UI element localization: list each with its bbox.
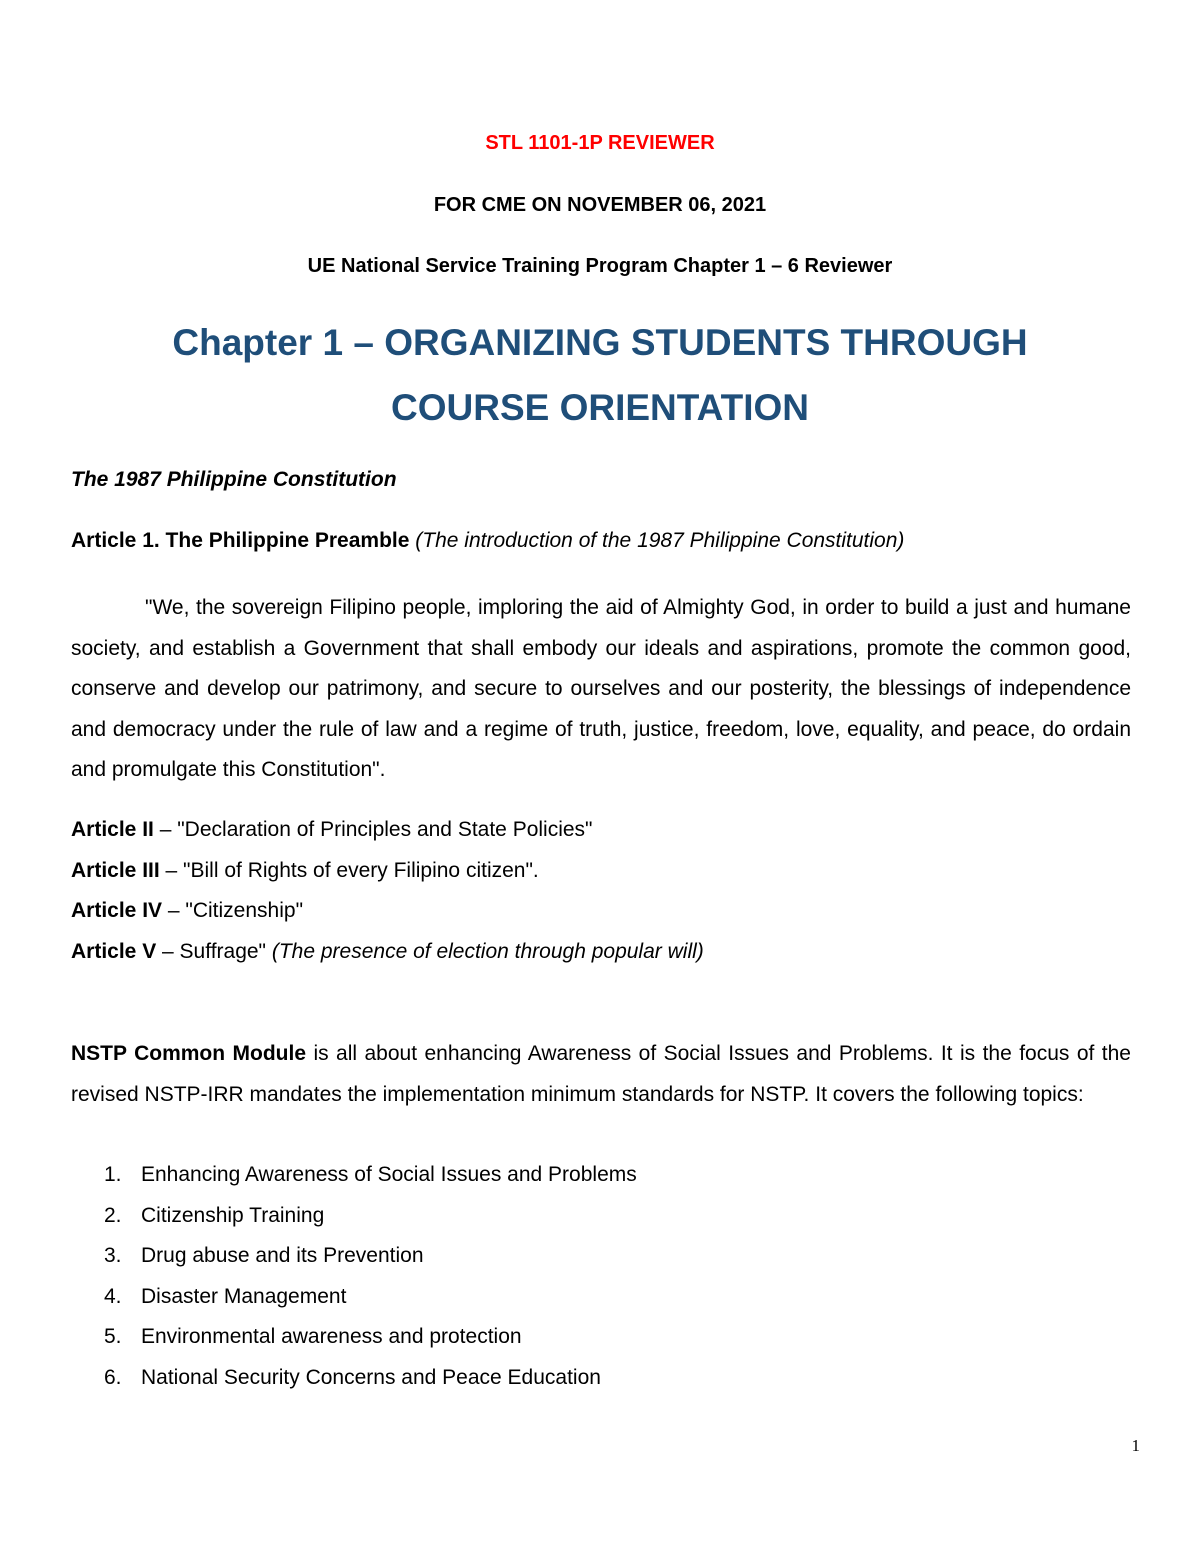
list-item-number: 1. xyxy=(104,1163,122,1186)
program-title: UE National Service Training Program Chapter 1 – 6 Reviewer xyxy=(307,255,893,277)
list-item xyxy=(104,1277,637,1318)
list-item xyxy=(104,1317,637,1358)
article-label: Article V xyxy=(71,939,157,963)
document-title: STL 1101-1P REVIEWER xyxy=(485,132,715,154)
article-item xyxy=(71,891,1131,932)
article-item xyxy=(71,810,1131,851)
article-item xyxy=(71,932,1131,973)
list-item-text: Drug abuse and its Prevention xyxy=(141,1244,424,1267)
article-label: Article IV xyxy=(71,899,163,922)
page-number: 1 xyxy=(1131,1436,1140,1455)
list-item xyxy=(104,1196,637,1237)
list-item-number: 2. xyxy=(104,1203,122,1227)
list-item-text: Disaster Management xyxy=(141,1284,347,1308)
nstp-text: is all about enhancing Awareness of Social Issues and Problems. It is the focus of the revised NSTP-IRR mandates the implementation minimum standards for NSTP. It covers the following topics: xyxy=(71,1042,1131,1106)
list-item-text: Enhancing Awareness of Social Issues and Problems xyxy=(141,1163,637,1186)
article-text: – "Declaration of Principles and State Policies" xyxy=(153,818,593,841)
list-item-number: 5. xyxy=(104,1325,122,1348)
article-text: – Suffrage" xyxy=(156,939,272,963)
nstp-paragraph xyxy=(71,1034,1131,1115)
section-title: The 1987 Philippine Constitution xyxy=(71,468,397,491)
preamble-paragraph: "We, the sovereign Filipino people, imploring the aid of Almighty God, in order to build a just and humane society, and establish a Government that shall embody our ideals and aspirations, promote the common good, conserve and develop our patrimony, and secure to ourselves and our posterity, the blessings of independence and democracy under the rule of law and a regime of truth, justice, freedom, love, equality, and peace, do ordain and promulgate this Constitution". xyxy=(71,596,1131,781)
article-label: Article III xyxy=(71,858,160,882)
article-item xyxy=(71,851,1131,892)
nstp-label: NSTP Common Module xyxy=(71,1042,306,1065)
chapter-heading-line-2: COURSE ORIENTATION xyxy=(391,387,809,428)
article-1-heading xyxy=(71,529,1131,553)
document-subtitle: FOR CME ON NOVEMBER 06, 2021 xyxy=(433,194,767,216)
article-label: Article II xyxy=(71,818,154,841)
chapter-heading-line-1: Chapter 1 – ORGANIZING STUDENTS THROUGH xyxy=(172,322,1028,363)
article-note: (The presence of election through popular will) xyxy=(271,939,704,963)
list-item xyxy=(104,1236,637,1277)
list-item-number: 3. xyxy=(104,1244,122,1267)
list-item xyxy=(104,1155,637,1196)
article-1-label: Article 1. The Philippine Preamble xyxy=(71,529,410,552)
list-item xyxy=(104,1358,637,1399)
list-item-text: Citizenship Training xyxy=(141,1203,325,1227)
list-item-number: 6. xyxy=(104,1365,122,1389)
list-item-text: Environmental awareness and protection xyxy=(141,1325,522,1348)
chapter-heading xyxy=(0,310,1200,440)
topic-list xyxy=(104,1155,637,1398)
article-1-note: (The introduction of the 1987 Philippine Constitution) xyxy=(415,529,905,552)
list-item-number: 4. xyxy=(104,1284,122,1308)
list-item-text: National Security Concerns and Peace Education xyxy=(141,1365,601,1389)
article-text: – "Bill of Rights of every Filipino citizen". xyxy=(159,858,539,882)
article-text: – "Citizenship" xyxy=(162,899,304,922)
articles-list xyxy=(71,810,1131,972)
